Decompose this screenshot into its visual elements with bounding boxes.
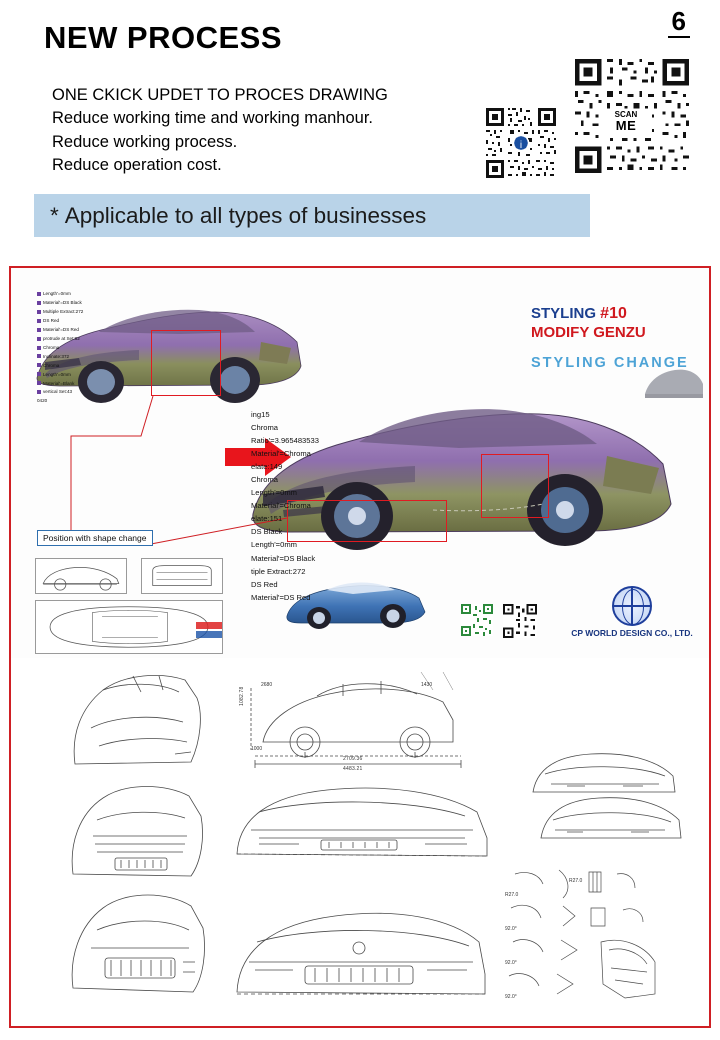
mini-red-stamp	[195, 620, 223, 642]
me-text: ME	[615, 118, 637, 134]
bp-note-3: 1000	[251, 746, 263, 752]
bp-radius-2: R27.0	[569, 878, 583, 884]
bp-hood-panel	[63, 780, 215, 890]
tree-1: Material'=DS Black	[37, 299, 83, 308]
bp-front-fascia-left	[63, 888, 215, 1006]
bp-angle-1: 92.0°	[505, 926, 517, 932]
globe-icon	[612, 586, 652, 626]
tree-4: Material'=DS Red	[37, 326, 83, 335]
bp-note-2: 1430	[421, 682, 433, 688]
thumbnail-car-rear	[141, 558, 223, 594]
styling-line	[531, 304, 689, 324]
banner-text: Applicable to all types of businesses	[64, 202, 427, 228]
bp-angle-3: 92.0°	[505, 994, 517, 1000]
tree-bullet-icon	[37, 319, 41, 323]
blueprint-area	[11, 660, 709, 1026]
bp-misc-parts-right	[505, 864, 691, 1014]
param-10: Length'=0mm	[251, 540, 297, 550]
bp-front-bumper-lower	[229, 900, 491, 1006]
tree-8: Chroma	[37, 362, 83, 371]
bullet-list	[52, 84, 388, 178]
tree-bullet-icon	[37, 381, 41, 385]
param-3: Material'=Chroma	[251, 449, 311, 459]
bullet-item-3: Reduce working process.	[52, 132, 238, 151]
page-number: 6	[668, 8, 690, 38]
highlight-banner	[34, 194, 590, 237]
qr-code-small-icon[interactable]	[484, 106, 558, 180]
tree-6: Chroma	[37, 344, 83, 353]
tree-bullet-icon	[37, 337, 41, 341]
styling-change-line: STYLING CHANGE	[531, 354, 689, 371]
scan-text: SCAN	[614, 110, 638, 119]
styling-prefix: STYLING	[531, 305, 601, 322]
param-14: Material'=DS Red	[251, 592, 311, 602]
bullet-item-4: Reduce operation cost.	[52, 156, 222, 175]
tree-0: Length'=0mm	[37, 290, 83, 299]
param-7: Material'=Chroma	[251, 501, 311, 511]
tree-2: Multiple Extract:272	[37, 308, 83, 317]
tree-5: protrude at Set:82	[37, 335, 83, 344]
tree-7: Inclinate:372	[37, 353, 83, 362]
bp-rear-bumper-lower	[537, 790, 687, 846]
tree-bullet-icon	[37, 301, 41, 305]
thumbnail-strip	[11, 558, 709, 658]
tree-bullet-icon	[37, 328, 41, 332]
bp-front-bumper-assembly	[229, 778, 497, 868]
param-13: DS Red	[251, 579, 278, 589]
tree-3: DS Red	[37, 317, 83, 326]
scan-me-label	[600, 110, 652, 134]
company-name: CP WORLD DESIGN CO., LTD.	[571, 628, 693, 638]
bullet-item-2: Reduce working time and working manhour.	[52, 109, 374, 128]
param-1: Chroma	[251, 423, 279, 433]
banner-star: *	[50, 202, 59, 228]
param-12: tiple Extract:272	[251, 566, 306, 576]
dim-2709: 2709.36	[343, 756, 363, 762]
bullet-item-1: ONE CKICK UPDET TO PROCES DRAWING	[52, 86, 388, 104]
param-0: ing15	[251, 410, 270, 419]
tree-bullet-icon	[37, 292, 41, 296]
tree-bullet-icon	[37, 354, 41, 358]
styling-label-group	[531, 304, 689, 372]
tree-9: Length'=0mm	[37, 371, 83, 380]
tree-bullet-icon	[37, 346, 41, 350]
param-11: Material'=DS Black	[251, 553, 316, 563]
tree-bullet-icon	[37, 390, 41, 394]
mini-qr-black-icon[interactable]	[503, 604, 537, 638]
param-6: Length'=0mm	[251, 488, 297, 498]
tree-12: 0420	[37, 398, 48, 404]
bp-front-fender	[63, 668, 213, 778]
content-frame	[9, 266, 711, 1028]
modify-line: MODIFY GENZU	[531, 324, 646, 341]
feature-tree-list	[37, 290, 83, 406]
tree-bullet-icon	[37, 372, 41, 376]
company-logo	[567, 586, 697, 638]
shape-change-callout: Position with shape change	[37, 530, 153, 546]
styling-number: #10	[600, 305, 627, 322]
bp-angle-2: 92.0°	[505, 960, 517, 966]
bp-note-1: 2680	[261, 682, 273, 688]
page-title: NEW PROCESS	[44, 20, 283, 55]
tree-bullet-icon	[37, 310, 41, 314]
thumbnail-car-side-1	[35, 558, 127, 594]
param-9: DS Black	[251, 527, 283, 537]
tree-bullet-icon	[37, 363, 41, 367]
bp-radius-1: R27.0	[505, 892, 519, 898]
param-4: elate:149	[251, 462, 283, 472]
tree-10: Material'=Blank	[37, 380, 83, 389]
param-8: elate:151	[251, 514, 283, 524]
mini-qr-green-icon[interactable]	[461, 604, 493, 636]
dim-4483: 4483.21	[343, 766, 363, 772]
param-5: Chroma	[251, 475, 279, 485]
param-2: Ratio'=3.965483533	[251, 436, 319, 446]
svg-text:i: i	[519, 140, 523, 151]
tree-11: vertical Set:43	[37, 388, 83, 397]
dim-1082: 1082.78	[239, 686, 245, 706]
